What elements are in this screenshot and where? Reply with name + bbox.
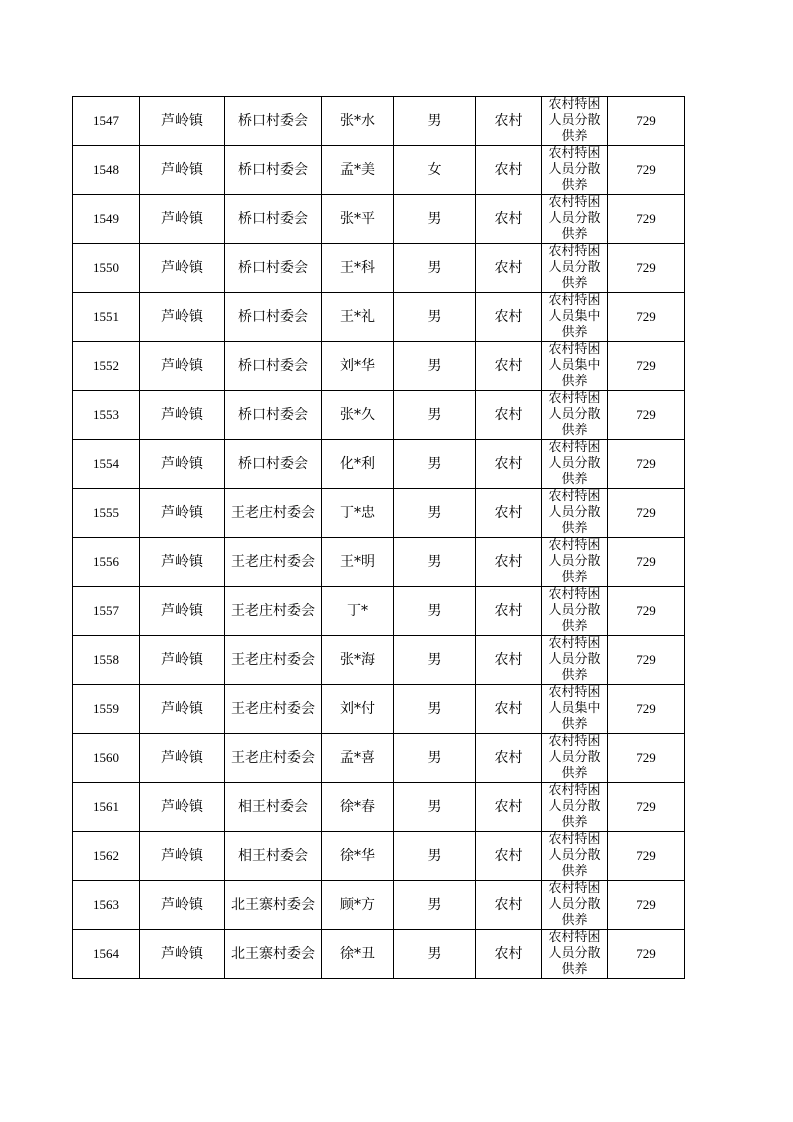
support-category-cell	[542, 685, 608, 734]
village-committee-cell: 王老庄村委会	[225, 685, 322, 734]
gender-cell: 男	[394, 391, 476, 440]
support-category-text: 农村特困人员分散供养	[548, 783, 601, 830]
support-category-cell	[542, 832, 608, 881]
person-name-cell: 张*海	[322, 636, 394, 685]
table-body	[73, 97, 685, 979]
support-category-text: 农村特困人员分散供养	[548, 538, 601, 585]
village-committee-cell: 桥口村委会	[225, 440, 322, 489]
residence-type-cell: 农村	[476, 930, 542, 979]
person-name-cell: 徐*丑	[322, 930, 394, 979]
gender-cell: 男	[394, 930, 476, 979]
support-category-cell	[542, 97, 608, 146]
amount-cell: 729	[608, 440, 685, 489]
amount-cell: 729	[608, 783, 685, 832]
gender-cell: 男	[394, 293, 476, 342]
table-row	[73, 97, 685, 146]
village-committee-cell: 相王村委会	[225, 783, 322, 832]
table-row	[73, 391, 685, 440]
serial-number-cell: 1561	[73, 783, 140, 832]
village-committee-cell: 桥口村委会	[225, 146, 322, 195]
support-category-cell	[542, 342, 608, 391]
village-committee-cell: 王老庄村委会	[225, 587, 322, 636]
person-name-cell: 丁*	[322, 587, 394, 636]
person-name-cell: 丁*忠	[322, 489, 394, 538]
town-cell: 芦岭镇	[140, 293, 225, 342]
town-cell: 芦岭镇	[140, 244, 225, 293]
support-category-text: 农村特困人员分散供养	[548, 636, 601, 683]
town-cell: 芦岭镇	[140, 930, 225, 979]
amount-cell: 729	[608, 881, 685, 930]
support-category-cell	[542, 244, 608, 293]
town-cell: 芦岭镇	[140, 783, 225, 832]
support-category-text: 农村特困人员分散供养	[548, 146, 601, 193]
person-name-cell: 顾*方	[322, 881, 394, 930]
village-committee-cell: 北王寨村委会	[225, 881, 322, 930]
person-name-cell: 徐*华	[322, 832, 394, 881]
amount-cell: 729	[608, 832, 685, 881]
town-cell: 芦岭镇	[140, 342, 225, 391]
person-name-cell: 张*平	[322, 195, 394, 244]
residence-type-cell: 农村	[476, 636, 542, 685]
residence-type-cell: 农村	[476, 538, 542, 587]
amount-cell: 729	[608, 685, 685, 734]
person-name-cell: 张*久	[322, 391, 394, 440]
village-committee-cell: 桥口村委会	[225, 97, 322, 146]
table-row	[73, 636, 685, 685]
table-row	[73, 783, 685, 832]
town-cell: 芦岭镇	[140, 881, 225, 930]
support-category-text: 农村特困人员分散供养	[548, 832, 601, 879]
person-name-cell: 化*利	[322, 440, 394, 489]
amount-cell: 729	[608, 195, 685, 244]
serial-number-cell: 1563	[73, 881, 140, 930]
residence-type-cell: 农村	[476, 685, 542, 734]
town-cell: 芦岭镇	[140, 734, 225, 783]
support-category-cell	[542, 440, 608, 489]
support-category-text: 农村特困人员分散供养	[548, 489, 601, 536]
person-name-cell: 张*水	[322, 97, 394, 146]
amount-cell: 729	[608, 97, 685, 146]
amount-cell: 729	[608, 244, 685, 293]
amount-cell: 729	[608, 734, 685, 783]
table-row	[73, 685, 685, 734]
support-category-cell	[542, 587, 608, 636]
support-category-cell	[542, 881, 608, 930]
table-row	[73, 440, 685, 489]
person-name-cell: 孟*美	[322, 146, 394, 195]
person-name-cell: 刘*付	[322, 685, 394, 734]
serial-number-cell: 1558	[73, 636, 140, 685]
person-name-cell: 孟*喜	[322, 734, 394, 783]
village-committee-cell: 王老庄村委会	[225, 636, 322, 685]
table-row	[73, 146, 685, 195]
gender-cell: 男	[394, 783, 476, 832]
serial-number-cell: 1548	[73, 146, 140, 195]
town-cell: 芦岭镇	[140, 440, 225, 489]
table-row	[73, 293, 685, 342]
village-committee-cell: 相王村委会	[225, 832, 322, 881]
table-row	[73, 244, 685, 293]
residence-type-cell: 农村	[476, 342, 542, 391]
support-category-cell	[542, 391, 608, 440]
serial-number-cell: 1549	[73, 195, 140, 244]
village-committee-cell: 桥口村委会	[225, 342, 322, 391]
village-committee-cell: 桥口村委会	[225, 195, 322, 244]
amount-cell: 729	[608, 587, 685, 636]
person-name-cell: 徐*春	[322, 783, 394, 832]
support-category-cell	[542, 489, 608, 538]
town-cell: 芦岭镇	[140, 146, 225, 195]
amount-cell: 729	[608, 636, 685, 685]
person-name-cell: 王*科	[322, 244, 394, 293]
gender-cell: 男	[394, 685, 476, 734]
support-category-cell	[542, 538, 608, 587]
serial-number-cell: 1562	[73, 832, 140, 881]
support-category-text: 农村特困人员分散供养	[548, 587, 601, 634]
gender-cell: 男	[394, 440, 476, 489]
support-category-text: 农村特困人员分散供养	[548, 881, 601, 928]
support-category-cell	[542, 293, 608, 342]
residence-type-cell: 农村	[476, 440, 542, 489]
support-category-cell	[542, 734, 608, 783]
support-category-text: 农村特困人员分散供养	[548, 97, 601, 144]
village-committee-cell: 王老庄村委会	[225, 538, 322, 587]
amount-cell: 729	[608, 489, 685, 538]
table-row	[73, 489, 685, 538]
recipient-table	[72, 96, 685, 979]
support-category-cell	[542, 783, 608, 832]
village-committee-cell: 桥口村委会	[225, 244, 322, 293]
town-cell: 芦岭镇	[140, 489, 225, 538]
person-name-cell: 王*礼	[322, 293, 394, 342]
support-category-cell	[542, 195, 608, 244]
serial-number-cell: 1553	[73, 391, 140, 440]
amount-cell: 729	[608, 293, 685, 342]
amount-cell: 729	[608, 930, 685, 979]
serial-number-cell: 1555	[73, 489, 140, 538]
residence-type-cell: 农村	[476, 97, 542, 146]
gender-cell: 男	[394, 881, 476, 930]
town-cell: 芦岭镇	[140, 636, 225, 685]
table-row	[73, 342, 685, 391]
village-committee-cell: 桥口村委会	[225, 391, 322, 440]
town-cell: 芦岭镇	[140, 832, 225, 881]
residence-type-cell: 农村	[476, 489, 542, 538]
person-name-cell: 刘*华	[322, 342, 394, 391]
serial-number-cell: 1551	[73, 293, 140, 342]
serial-number-cell: 1556	[73, 538, 140, 587]
table-row	[73, 587, 685, 636]
gender-cell: 男	[394, 97, 476, 146]
town-cell: 芦岭镇	[140, 97, 225, 146]
support-category-text: 农村特困人员分散供养	[548, 195, 601, 242]
amount-cell: 729	[608, 538, 685, 587]
support-category-text: 农村特困人员分散供养	[548, 244, 601, 291]
support-category-text: 农村特困人员分散供养	[548, 440, 601, 487]
residence-type-cell: 农村	[476, 832, 542, 881]
support-category-text: 农村特困人员集中供养	[548, 293, 601, 340]
residence-type-cell: 农村	[476, 146, 542, 195]
support-category-text: 农村特困人员分散供养	[548, 734, 601, 781]
gender-cell: 男	[394, 538, 476, 587]
village-committee-cell: 桥口村委会	[225, 293, 322, 342]
table-row	[73, 734, 685, 783]
support-category-text: 农村特困人员集中供养	[548, 685, 601, 732]
residence-type-cell: 农村	[476, 244, 542, 293]
serial-number-cell: 1552	[73, 342, 140, 391]
serial-number-cell: 1550	[73, 244, 140, 293]
town-cell: 芦岭镇	[140, 685, 225, 734]
gender-cell: 男	[394, 636, 476, 685]
residence-type-cell: 农村	[476, 734, 542, 783]
table-row	[73, 832, 685, 881]
town-cell: 芦岭镇	[140, 391, 225, 440]
serial-number-cell: 1547	[73, 97, 140, 146]
support-category-cell	[542, 930, 608, 979]
support-category-cell	[542, 636, 608, 685]
town-cell: 芦岭镇	[140, 195, 225, 244]
support-category-cell	[542, 146, 608, 195]
town-cell: 芦岭镇	[140, 538, 225, 587]
gender-cell: 女	[394, 146, 476, 195]
table-row	[73, 195, 685, 244]
table-row	[73, 881, 685, 930]
gender-cell: 男	[394, 734, 476, 783]
serial-number-cell: 1559	[73, 685, 140, 734]
support-category-text: 农村特困人员分散供养	[548, 391, 601, 438]
table-row	[73, 538, 685, 587]
gender-cell: 男	[394, 489, 476, 538]
residence-type-cell: 农村	[476, 783, 542, 832]
village-committee-cell: 王老庄村委会	[225, 489, 322, 538]
residence-type-cell: 农村	[476, 587, 542, 636]
village-committee-cell: 北王寨村委会	[225, 930, 322, 979]
residence-type-cell: 农村	[476, 195, 542, 244]
serial-number-cell: 1560	[73, 734, 140, 783]
serial-number-cell: 1554	[73, 440, 140, 489]
gender-cell: 男	[394, 832, 476, 881]
support-category-text: 农村特困人员分散供养	[548, 930, 601, 977]
amount-cell: 729	[608, 146, 685, 195]
serial-number-cell: 1564	[73, 930, 140, 979]
amount-cell: 729	[608, 391, 685, 440]
gender-cell: 男	[394, 244, 476, 293]
gender-cell: 男	[394, 195, 476, 244]
amount-cell: 729	[608, 342, 685, 391]
town-cell: 芦岭镇	[140, 587, 225, 636]
gender-cell: 男	[394, 587, 476, 636]
person-name-cell: 王*明	[322, 538, 394, 587]
residence-type-cell: 农村	[476, 391, 542, 440]
table-row	[73, 930, 685, 979]
serial-number-cell: 1557	[73, 587, 140, 636]
village-committee-cell: 王老庄村委会	[225, 734, 322, 783]
residence-type-cell: 农村	[476, 881, 542, 930]
support-category-text: 农村特困人员集中供养	[548, 342, 601, 389]
gender-cell: 男	[394, 342, 476, 391]
residence-type-cell: 农村	[476, 293, 542, 342]
